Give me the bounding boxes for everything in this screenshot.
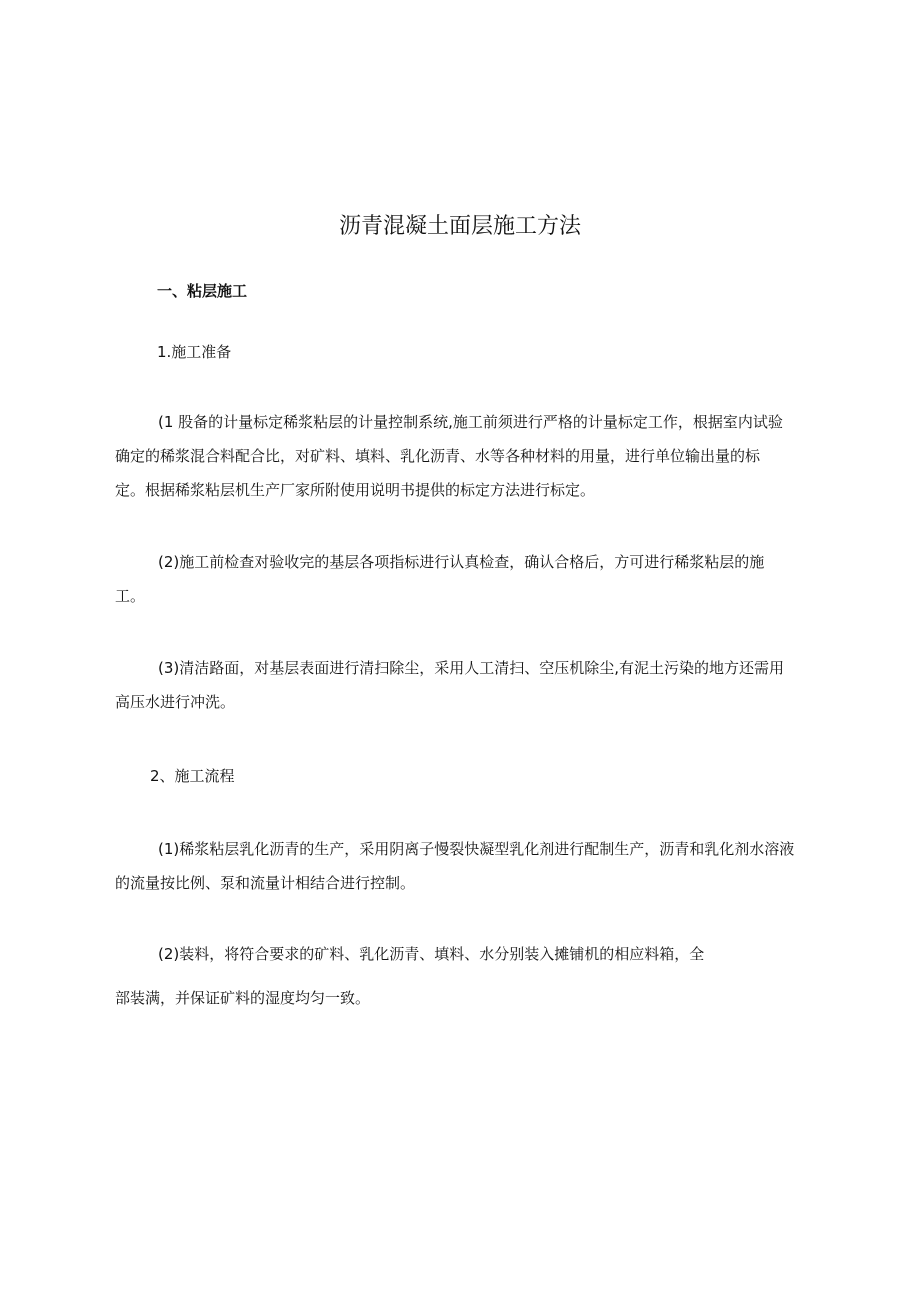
paragraph-line: 的流量按比例、泵和流量计相结合进行控制。 (115, 874, 416, 892)
paragraph-calibration (115, 405, 815, 507)
subsection-heading-preparation: 1.施工准备 (157, 343, 232, 361)
paragraph-base-inspection (115, 545, 815, 613)
paragraph-line: (2)装料，将符合要求的矿料、乳化沥青、填料、水分别装入摊铺机的相应料箱，全 (158, 945, 705, 963)
paragraph-line: (1)稀浆粘层乳化沥青的生产，采用阴离子慢裂快凝型乳化剂进行配制生产，沥青和乳化剂水溶液 (158, 840, 795, 858)
paragraph-line: 部装满，并保证矿料的湿度均匀一致。 (115, 989, 371, 1007)
paragraph-line: 高压水进行冲洗。 (115, 693, 236, 711)
paragraph-line: 定。根据稀浆粘层机生产厂家所附使用说明书提供的标定方法进行标定。 (115, 481, 596, 499)
paragraph-loading-second-line (115, 981, 815, 1015)
paragraph-line: (2)施工前检查对验收完的基层各项指标进行认真检查，确认合格后，方可进行稀浆粘层的施 (158, 553, 765, 571)
paragraph-line: (3)清洁路面，对基层表面进行清扫除尘，采用人工清扫、空压机除尘,有泥土污染的地方还需用 (158, 659, 785, 677)
section-heading-adhesive-layer: 一、粘层施工 (157, 282, 248, 300)
paragraph-loading-first-line (115, 937, 815, 971)
paragraph-emulsion-production (115, 832, 815, 900)
subsection-heading-process: 2、施工流程 (150, 767, 235, 785)
paragraph-line: 确定的稀浆混合料配合比，对矿料、填料、乳化沥青、水等各种材料的用量，进行单位输出量的标 (115, 447, 761, 465)
paragraph-line: (1 股备的计量标定稀浆粘层的计量控制系统,施工前须进行严格的计量标定工作，根据室内试验 (158, 413, 783, 431)
paragraph-road-cleaning (115, 651, 815, 719)
paragraph-line: 工。 (115, 587, 146, 605)
document-title: 沥青混凝土面层施工方法 (338, 214, 581, 239)
